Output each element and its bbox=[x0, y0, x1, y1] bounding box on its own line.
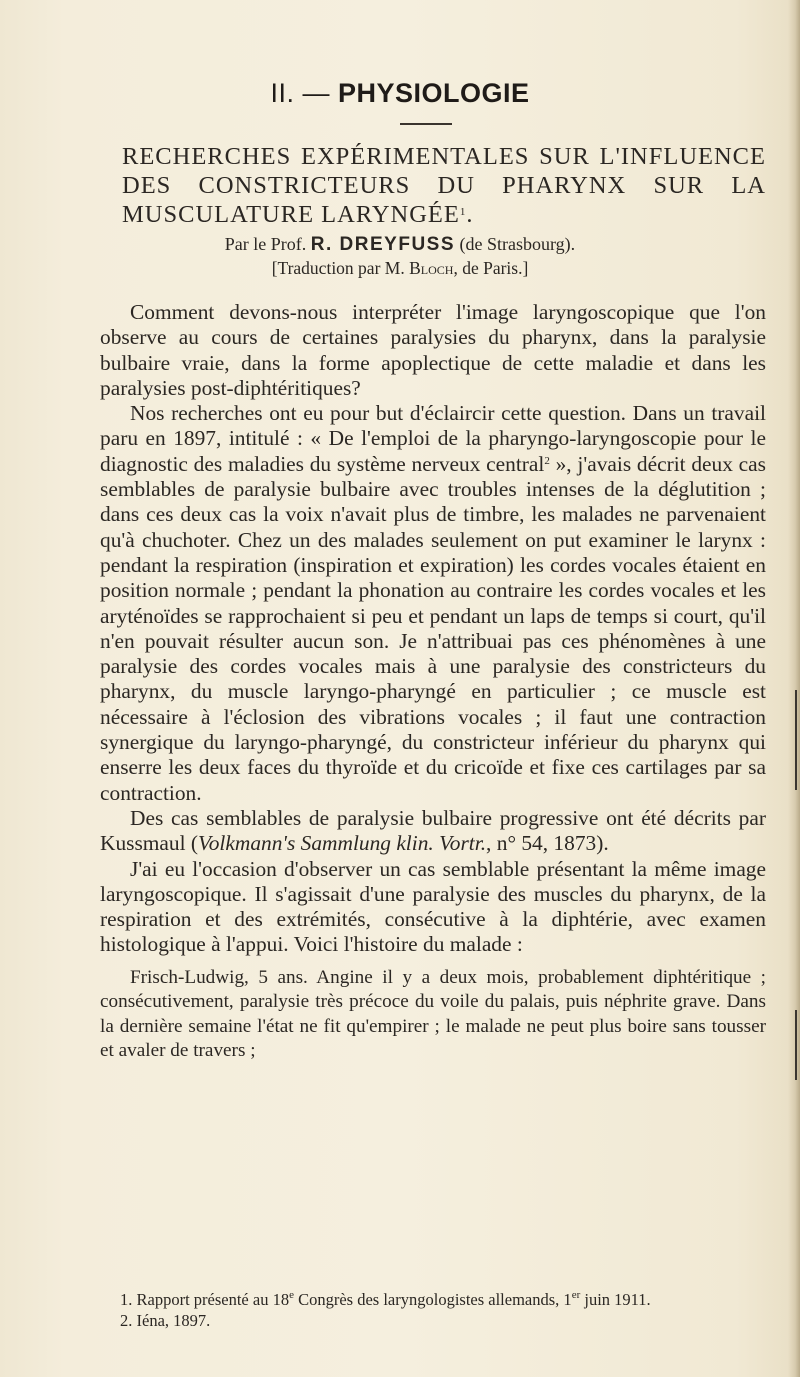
byline bbox=[0, 234, 800, 256]
byline-prefix: Par le Prof. bbox=[224, 234, 307, 254]
title-rule bbox=[400, 123, 452, 125]
paragraph-text: Nos recherches ont eu pour but d'éclaircir cette question. Dans un travail paru en 1897, intitulé : « De l'emploi de la pharyngo-laryngoscopie pour le diagnostic des maladies du système nerveux central bbox=[100, 401, 766, 476]
translation-prefix: [Traduction par M. bbox=[271, 258, 405, 278]
author-name: R. DREYFUSS bbox=[310, 234, 456, 255]
section-heading bbox=[0, 78, 800, 109]
footnote-1: 1. Rapport présenté au 18e Congrès des laryngologistes allemands, 1er juin 1911. bbox=[120, 1289, 651, 1309]
paragraph-text: », j'avais décrit deux cas semblables de paralysie bulbaire avec troubles intenses de la déglutition ; dans ces deux cas la voix n'avait plus de timbre, les malades ne parvenaient qu'à chuchoter. Chez un des malades seulement on put examiner le larynx : pendant la respiration (inspiration et expiration) les cordes vocales étaient en position normale ; pendant la phonation au contraire les cordes vocales et les aryténoïdes se rapprochaient si peu et pendant un laps de temps si court, qu'il n'en pouvait résulter aucun son. Je n'attribuai pas ces phénomènes à une paralysie des cordes vocales mais à une paralysie des constricteurs du pharynx, du muscle laryngo-pharyngé en particulier ; ce muscle est nécessaire à l'éclosion des vibrations vocales ; il faut une contraction synergique du laryngo-pharyngé, du constricteur inférieur du pharynx qui enserre les deux faces du thyroïde et du cricoïde et fixe ces cartilages par sa contraction. bbox=[100, 451, 766, 805]
page-edge-shadow bbox=[788, 0, 800, 1377]
author-affiliation: (de Strasbourg). bbox=[459, 234, 576, 254]
paragraph-text: Des cas semblables de paralysie bulbaire progressive ont été décrits par Kussmaul ( bbox=[100, 805, 766, 856]
translation-suffix: , de Paris.] bbox=[453, 258, 529, 278]
paragraph bbox=[100, 806, 766, 857]
paragraph bbox=[100, 401, 766, 806]
page-edge-mark bbox=[795, 690, 797, 790]
translator-name: Bloch bbox=[409, 258, 454, 278]
footnotes bbox=[100, 1290, 766, 1331]
footnote-2: 2. Iéna, 1897. bbox=[120, 1310, 211, 1330]
case-report: Frisch-Ludwig, 5 ans. Angine il y a deux mois, probablement diphtéritique ; consécutivement, paralysie très précoce du voile du palais, puis néphrite grave. Dans la dernière semaine l'état ne fit qu'empirer ; le malade ne peut plus boire sans tousser et avaler de travers ; bbox=[100, 966, 766, 1062]
paragraph-text: , n° 54, 1873). bbox=[486, 831, 609, 856]
footnote-ref: 2 bbox=[544, 454, 550, 467]
paragraph: Comment devons-nous interpréter l'image laryngoscopique que l'on observe au cours de certaines paralysies du pharynx, dans la paralysie bulbaire vraie, dans la forme apoplectique de cette maladie et dans les paralysies post-diphtéritiques? bbox=[100, 300, 766, 400]
page-edge-mark bbox=[795, 1010, 797, 1080]
article-title-text: RECHERCHES EXPÉRIMENTALES SUR L'INFLUENCE DES CONSTRICTEURS DU PHARYNX SUR LA MUSCULATURE LARYNGÉE bbox=[122, 143, 766, 228]
paragraph: J'ai eu l'occasion d'observer un cas semblable présentant la même image laryngoscopique. Il s'agissait d'une paralysie des muscles du pharynx, de la respiration et des extrémités, consécutive à la diphtérie, avec examen histologique à l'appui. Voici l'histoire du malade : bbox=[100, 856, 766, 957]
article-body bbox=[100, 300, 766, 1064]
journal-reference: Volkmann's Sammlung klin. Vortr. bbox=[198, 831, 487, 856]
section-title: PHYSIOLOGIE bbox=[337, 78, 530, 108]
section-number: II. — bbox=[270, 78, 330, 108]
title-footnote-ref: 1 bbox=[459, 206, 467, 218]
translation-credit bbox=[0, 258, 800, 279]
article-title: RECHERCHES EXPÉRIMENTALES SUR L'INFLUENCE DES CONSTRICTEURS DU PHARYNX SUR LA MUSCULATURE LARYNGÉE$^1$. bbox=[122, 143, 766, 228]
